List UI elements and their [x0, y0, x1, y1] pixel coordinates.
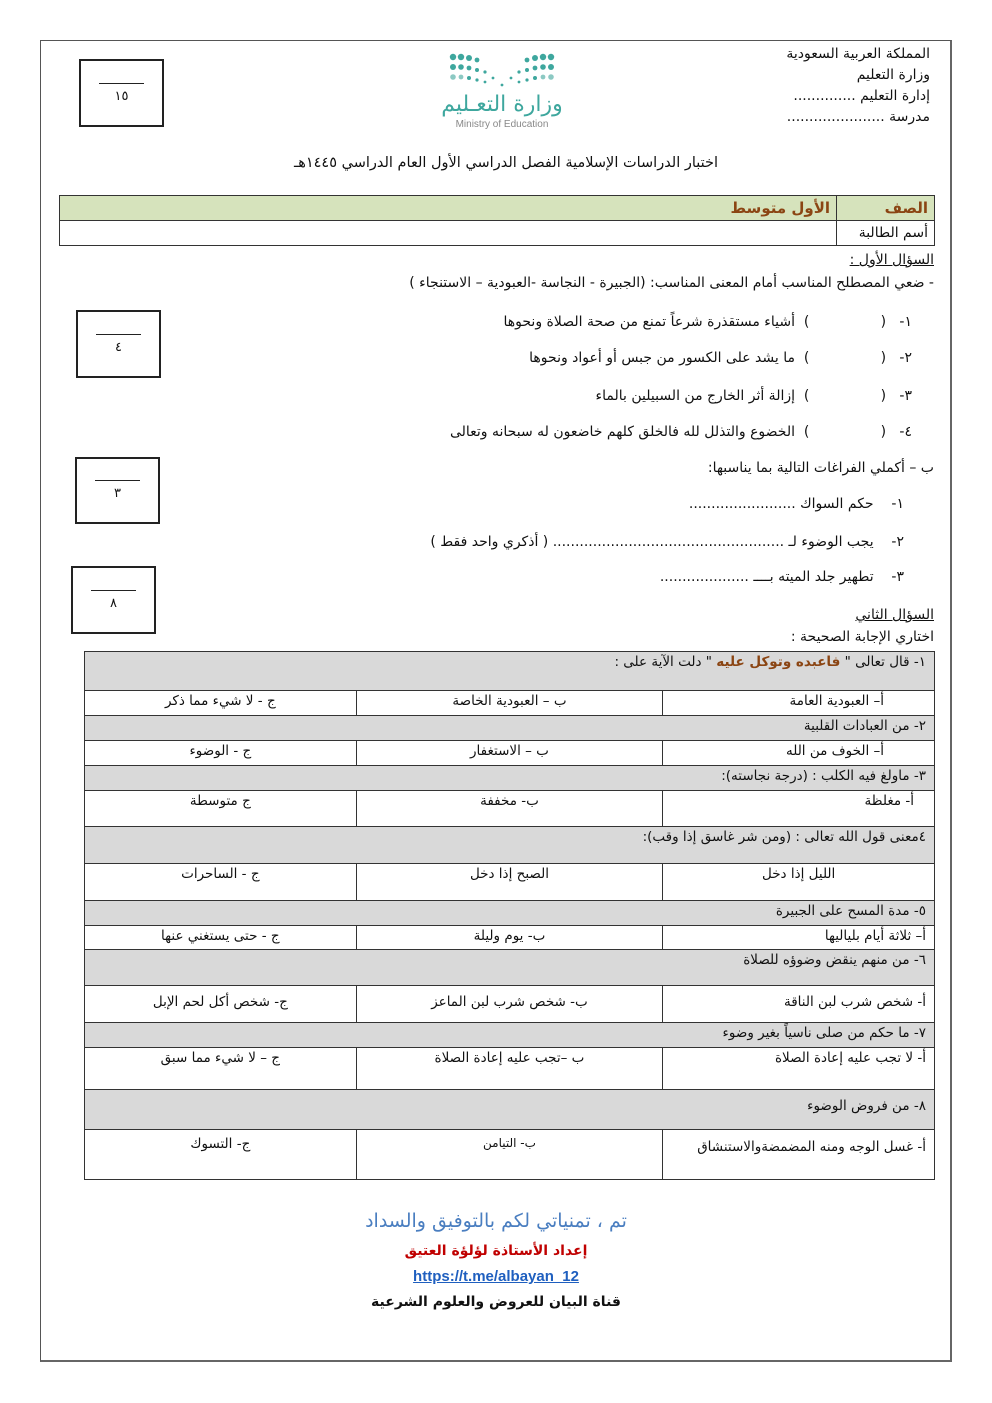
item-text: يجب الوضوء لـ .................................................... ( أذكري واحد فقط )	[430, 534, 874, 550]
mc-question-3: ٣- ماولغ فيه الكلب : (درجة نجاسته):	[85, 766, 935, 791]
item-number: ٣-	[899, 388, 912, 404]
verse-highlight: فاعبده وتوكل عليه	[716, 654, 841, 670]
q1a-score-value: ٤	[115, 339, 122, 355]
option-b[interactable]: ب- يوم وليلة	[356, 926, 663, 950]
answer-blank[interactable]: ( )	[803, 314, 887, 330]
q1-item-2	[529, 350, 912, 366]
item-number: ٢-	[899, 350, 912, 366]
student-name-field[interactable]	[60, 221, 837, 246]
mc-question-8: ٨- من فروض الوضوء	[85, 1090, 935, 1130]
score-line	[91, 590, 136, 591]
q1b-score-value: ٣	[114, 486, 121, 501]
mc-question-5: ٥- مدة المسح على الجبيرة	[85, 901, 935, 926]
total-score-value: ١٥	[114, 88, 129, 104]
score-line	[95, 480, 140, 481]
option-c[interactable]: ج متوسطة	[85, 791, 357, 827]
class-label: الصف	[837, 196, 935, 221]
score-line	[96, 334, 141, 335]
item-text: إزالة أثر الخارج من السبيلين بالماء	[595, 388, 795, 404]
option-a[interactable]: الليل إذا دخل	[663, 864, 935, 901]
q1b-item-1[interactable]	[689, 496, 904, 512]
option-a[interactable]: أ– ثلاثة أيام بلياليها	[663, 926, 935, 950]
item-text: تطهير جلد الميته بــــ ....................	[659, 569, 874, 585]
option-a[interactable]: أ- شخص شرب لبن الناقة	[663, 986, 935, 1023]
item-number: ٢-	[891, 534, 904, 550]
channel-link[interactable]: https://t.me/albayan_12	[413, 1268, 579, 1285]
student-info-table	[59, 195, 935, 246]
option-a[interactable]: أ- لا تجب عليه إعادة الصلاة	[663, 1048, 935, 1090]
question-text: ١- قال تعالى "	[840, 654, 926, 670]
option-a[interactable]: أ– الخوف من الله	[663, 741, 935, 766]
directorate-field: إدارة التعليم ..............	[793, 88, 930, 104]
option-c[interactable]: ج - الساحرات	[85, 864, 357, 901]
item-text: الخضوع والتذلل لله فالخلق كلهم خاضعون له سبحانه وتعالى	[449, 424, 795, 440]
q1-instruction: - ضعي المصطلح المناسب أمام المعنى المناسب: (الجبيرة - النجاسة -العبودية – الاستنجاء )	[409, 275, 934, 291]
q1b-item-3[interactable]	[660, 569, 904, 585]
q1b-item-2[interactable]	[430, 534, 904, 550]
item-number: ٤-	[899, 424, 912, 440]
answer-blank[interactable]: ( )	[803, 350, 887, 366]
q1-item-3	[596, 388, 912, 404]
item-number: ١-	[899, 314, 912, 330]
q1a-score-box	[76, 310, 161, 378]
option-b[interactable]: ب- التيامن	[356, 1130, 663, 1180]
option-b[interactable]: ب – الاستغفار	[356, 741, 663, 766]
option-b[interactable]: ب- مخففة	[356, 791, 663, 827]
q1-item-4	[450, 424, 912, 440]
item-text: ما يشد على الكسور من جبس أو أعواد ونحوها	[529, 350, 795, 366]
closing-wish: تم ، تمنياتي لكم بالتوفيق والسداد	[365, 1210, 627, 1232]
mc-question-2: ٢- من العبادات القلبية	[85, 716, 935, 741]
item-number: ١-	[891, 496, 904, 512]
school-field: مدرسة ......................	[786, 109, 930, 125]
mc-question-6: ٦- من منهم ينقض وضوؤه للصلاة	[85, 950, 935, 986]
total-score-box	[79, 59, 164, 127]
ministry-logo	[432, 52, 572, 132]
q1-title: السؤال الأول :	[849, 252, 934, 268]
multiple-choice-table	[84, 651, 935, 1180]
exam-title: اختبار الدراسات الإسلامية الفصل الدراسي الأول العام الدراسي ١٤٤٥هـ	[293, 155, 719, 171]
option-a[interactable]: أ– العبودية العامة	[663, 691, 935, 716]
option-c[interactable]: ج- التسوك	[85, 1130, 357, 1180]
mc-question-4: ٤معنى قول الله تعالى : (ومن شر غاسق إذا وقب):	[85, 827, 935, 864]
student-name-label: أسم الطالبة	[837, 221, 935, 246]
option-c[interactable]: ج- شخص أكل لحم الإبل	[85, 986, 357, 1023]
option-b[interactable]: ب- شخص شرب لبن الماعز	[356, 986, 663, 1023]
author-credit: إعداد الأستاذة لؤلؤة العتيق	[404, 1243, 588, 1259]
option-c[interactable]: ج - لا شيء مما ذكر	[85, 691, 357, 716]
mc-question-7: ٧- ما حكم من صلى ناسياً بغير وضوء	[85, 1023, 935, 1048]
question-text-end: " دلت الآية على :	[614, 654, 717, 670]
channel-name: قناة البيان للعروض والعلوم الشرعية	[371, 1294, 621, 1310]
logo-arabic-text: وزارة التعـليم	[441, 92, 563, 117]
item-number: ٣-	[891, 569, 904, 585]
header-info	[786, 44, 930, 128]
score-line	[99, 83, 144, 84]
ministry-dots-icon	[447, 52, 557, 90]
option-c[interactable]: ج – لا شيء مما سبق	[85, 1048, 357, 1090]
ministry-label: وزارة التعليم	[856, 67, 930, 83]
kingdom-label: المملكة العربية السعودية	[786, 46, 930, 62]
logo-english-text: Ministry of Education	[455, 119, 549, 130]
option-b[interactable]: ب – العبودية الخاصة	[356, 691, 663, 716]
q2-instruction: اختاري الإجابة الصحيحة :	[790, 629, 934, 645]
q2-title: السؤال الثاني	[855, 607, 934, 623]
mc-question-1	[85, 652, 935, 691]
class-value: الأول متوسط	[60, 196, 837, 221]
answer-blank[interactable]: ( )	[803, 388, 887, 404]
answer-blank[interactable]: ( )	[803, 424, 887, 440]
q2-score-value: ٨	[110, 595, 117, 611]
item-text: حكم السواك ........................	[688, 496, 874, 512]
q1b-score-box	[75, 457, 160, 524]
option-b[interactable]: ب –تجب عليه إعادة الصلاة	[356, 1048, 663, 1090]
q2-score-box	[71, 566, 156, 634]
q1b-title: ب – أكملي الفراغات التالية بما يناسبها:	[707, 460, 934, 476]
option-a[interactable]: أ- مغلظة	[663, 791, 935, 827]
item-text: أشياء مستقذرة شرعاً تمنع من صحة الصلاة ونحوها	[503, 314, 795, 330]
q1-item-1	[504, 314, 912, 330]
option-c[interactable]: ج - الوضوء	[85, 741, 357, 766]
option-a[interactable]: أ- غسل الوجه ومنه المضمضةوالاستنشاق	[663, 1130, 935, 1180]
option-b[interactable]: الصبح إذا دخل	[356, 864, 663, 901]
option-c[interactable]: ج - حتى يستغني عنها	[85, 926, 357, 950]
